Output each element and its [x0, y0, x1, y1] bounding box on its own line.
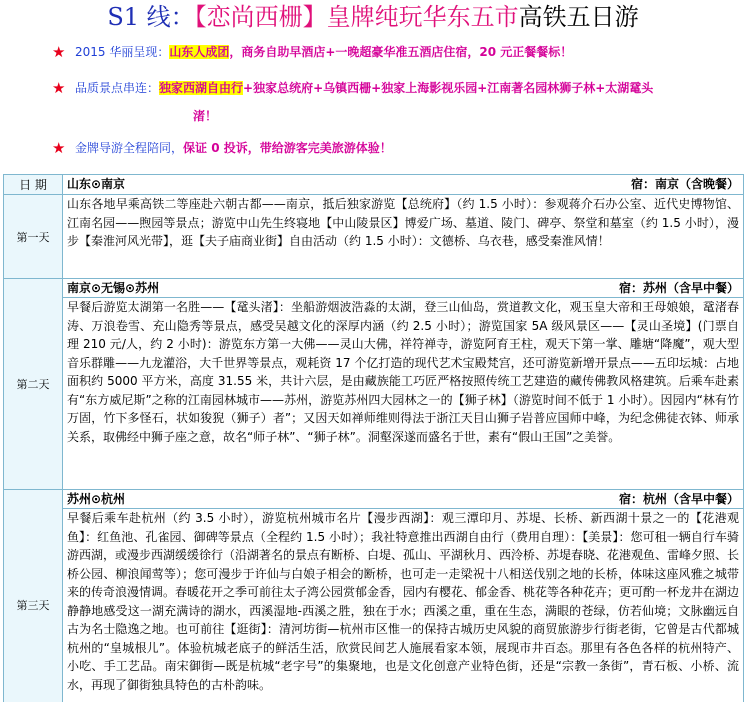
day-description: 早餐后游览太湖第一名胜——【鼋头渚】：坐船游烟波浩淼的太湖，登三山仙岛，赏道教文化，观玉皇大帝和王母娘娘，鼋渚春涛、万浪卷雪、充山隐秀等景点，感受吴越文化的深厚内涵（约 2.5 小时）；游览国家 5A 级风景区——【灵山圣境】(门票自理 210 元/人，约 2 小时)：游览东方第一大佛——灵山大佛，祥符禅寺，游览阿育王柱，观天下第一掌、雕塘“降魔”，观大型音乐群雕——九龙灌浴，大千世界等景点，观耗资 17 个亿打造的现代艺术宝殿梵宫，还可游览新增开景点——五印坛城：占地面积约 5000 平方米，高度 31.55 米，共计六层，是由藏族能工巧匠严格按照传统工艺建造的藏传佛教风格建筑。后乘车赴素有“东方威尼斯”之称的江南园林城市——苏州，游览苏州四大园林之一的【狮子林】（游览时间不低于 1 小时）。因园内“林有竹万固，竹下多怪石，状如狻猊（狮子）者”；又因天如禅师维则得法于浙江天目山狮子岩普应国师中峰，为纪念佛徒衣钵、师承关系，取佛经中狮子座之意，故名“师子林”、“狮子林”。洞壑深遂而盛名于世，素有“假山王国”之美誉。 — [67, 300, 739, 444]
feature-text-cont: 渚！ — [193, 109, 218, 123]
table-row — [4, 278, 743, 489]
title-suffix: 高铁五日游 — [518, 3, 639, 31]
feature-text: ，商务自助早酒店+一晚超豪华准五酒店住宿，20 元正餐餐标！ — [229, 45, 573, 59]
day-description: 山东各地早乘高铁二等座赴六朝古都——南京，抵后独家游览【总统府】（约 1.5 小时）：参观蒋介石办公室、近代史博物馆、江南名园——煦园等景点；游览中山先生终寝地【中山陵景区】博爱广场、墓道、陵门、碑亭、祭堂和墓室（约 1.5 小时），漫步【秦淮河风光带】，逛【夫子庙商业街】自由活动（约 1.5 小时）：文德桥、乌衣巷，感受秦淮风情！ — [67, 197, 739, 248]
feature-label: 金牌导游全程陪同， — [75, 141, 184, 155]
star-icon: ★ — [52, 43, 66, 61]
table-row — [4, 194, 743, 278]
feature-label: 品质景点串连： — [75, 81, 160, 95]
day-description: 早餐后乘车赴杭州（约 3.5 小时），游览杭州城市名片【漫步西湖】：观三潭印月、苏堤、长桥、新西湖十景之一的【花港观鱼】：红鱼池、孔雀园、御碑等景点（全程约 1.5 小时）；我社特意推出西湖自由行（费用自理）：【美景】：您可租一辆自行车骑游西湖，或漫步西湖缓缓徐行（沿湖著名的景点有断桥、白堤、孤山、平湖秋月、西泠桥、苏堤春晓、花港观鱼、雷峰夕照、长桥公园、柳浪闻莺等）；您可漫步于许仙与白娘子相会的断桥，也可走一走梁祝十八相送伐别之地的长桥，体味这座风雅之城带来的传奇浪漫情调。春暖花开之季可前往太子湾公园赏郁金香，园内有樱花、郁金香、桃花等各种花卉；更可酌一杯龙井在湖边静静地感受这一湖充满诗的湖水，西溪湿地-西溪之胜，独在于水；西溪之重，重在生态，满眼的苍绿，仿若仙境；文脉幽远自古为名士隐逸之地。也可前往【逛街】：清河坊街—杭州市区惟一的保持古城历史风貌的商贸旅游步行街老街，它曾是古代都城杭州的“皇城根儿”。体验杭城老底子的鲜活生活，欣赏民间艺人施展看家本领，展现市井百态。那里有各色各样的杭州特产、小吃、手工艺品。南宋御街—既是杭城“老字号”的集聚地，也是文化创意产业特色街，还是“宗教一条街”，青石板、小桥、流水，再现了御街独具特色的古朴韵味。 — [67, 511, 740, 692]
itinerary-table — [3, 174, 744, 702]
star-icon: ★ — [52, 139, 66, 157]
feature-text: 保证 0 投诉，带给游客完美旅游体验！ — [183, 141, 392, 155]
stay-label: 宿：苏州（含早中餐） — [618, 281, 739, 295]
stay-label: 宿：杭州（含早中餐） — [618, 492, 739, 506]
feature-label: 2015 华丽呈现： — [75, 45, 170, 59]
day-label: 第二天 — [4, 279, 63, 489]
table-header-row — [4, 175, 743, 194]
title-highlight: 【恋尚西栅】皇牌纯玩华东五市 — [194, 3, 519, 31]
feature-highlight: 独家西湖自由行 — [159, 81, 244, 95]
route-label: 苏州⊙杭州 — [67, 492, 126, 506]
star-icon: ★ — [52, 79, 66, 97]
feature-line-2-cont — [193, 106, 217, 126]
day-label: 第一天 — [4, 195, 63, 278]
feature-highlight: 山东人成团 — [169, 45, 230, 59]
table-row — [4, 489, 743, 702]
day-label: 第三天 — [4, 490, 63, 702]
feature-text: +独家总统府+乌镇西栅+独家上海影视乐园+江南著名园林狮子林+太湖鼋头 — [243, 81, 654, 95]
stay-label: 宿：南京（含晚餐） — [630, 177, 739, 191]
title-prefix: S1 线： — [107, 3, 195, 31]
route-label: 南京⊙无锡⊙苏州 — [67, 281, 160, 295]
page-title — [0, 0, 746, 36]
date-column-header: 日 期 — [4, 175, 63, 194]
route-label: 山东⊙南京 — [67, 177, 126, 191]
